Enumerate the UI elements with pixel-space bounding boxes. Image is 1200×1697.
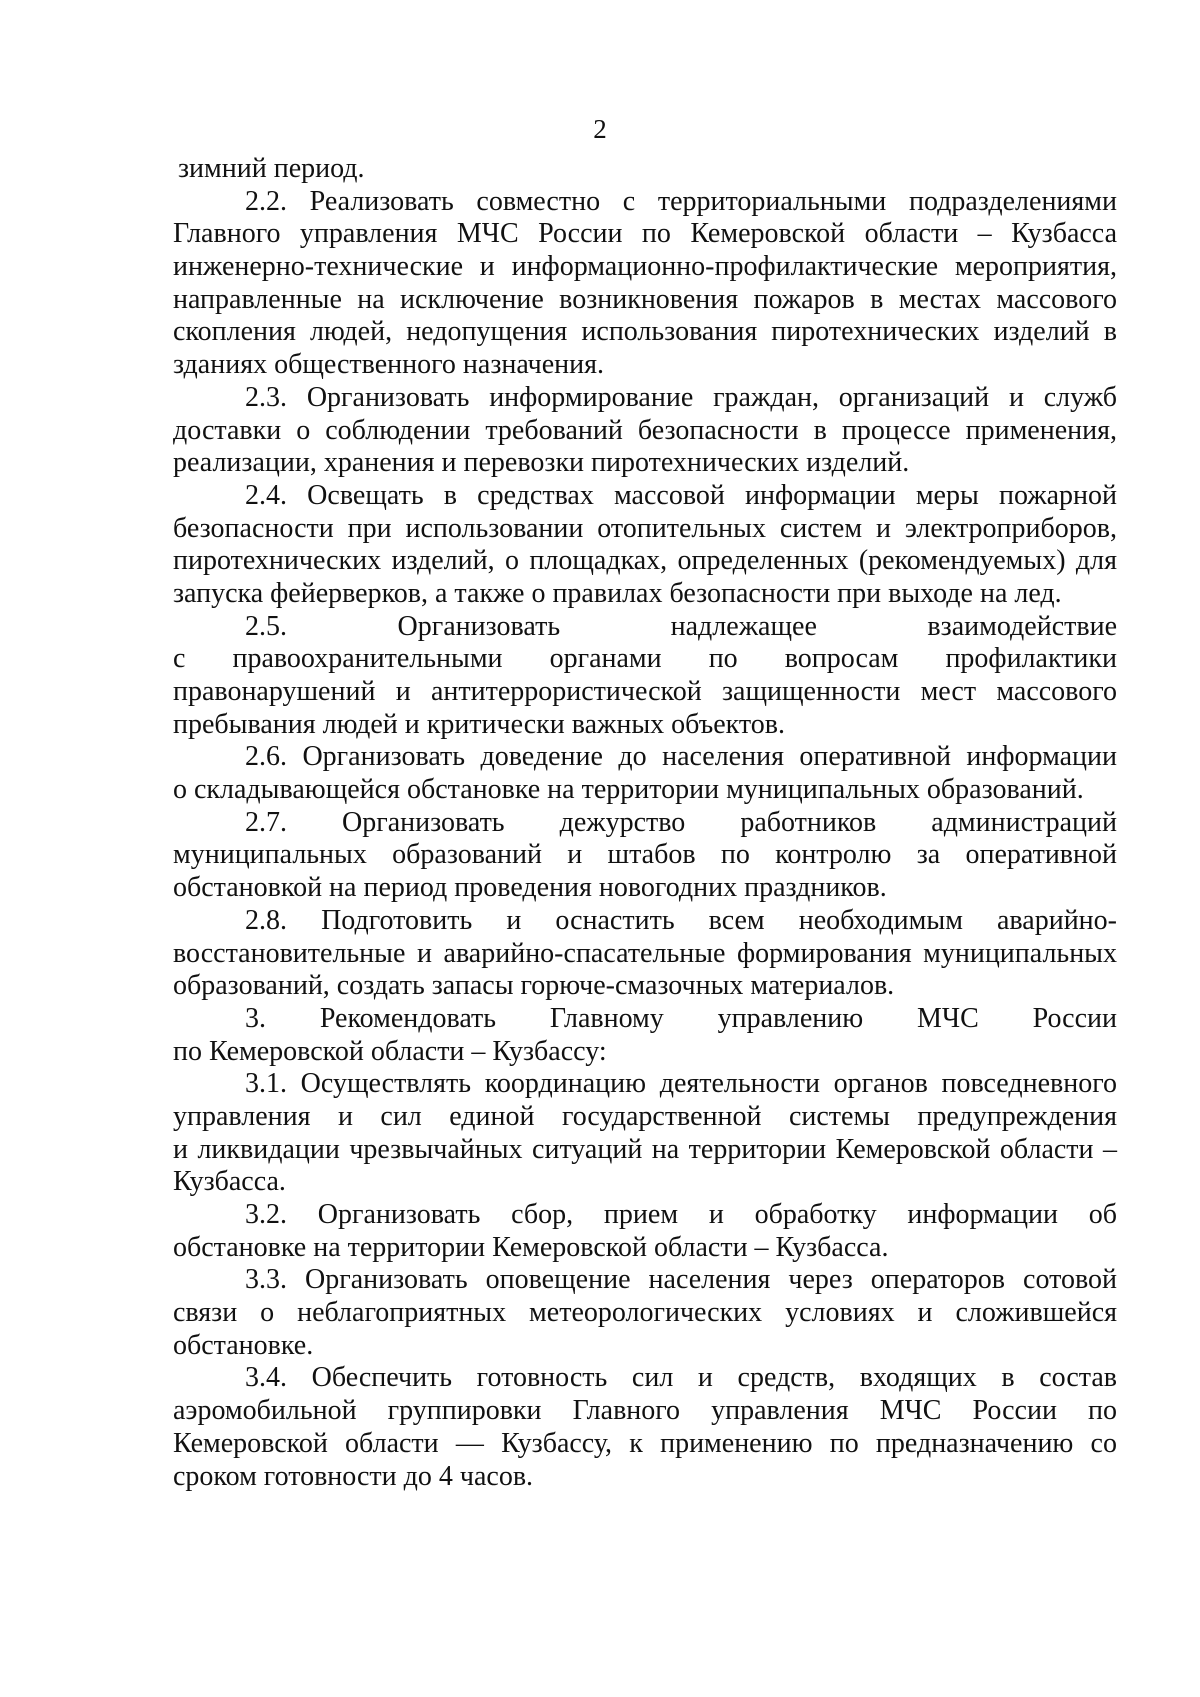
text-line: 3.3. Организовать оповещение населения через операторов сотовой — [245, 1264, 1117, 1296]
text-line: управления и сил единой государственной системы предупреждения — [173, 1100, 1117, 1132]
text-line: пребывания людей и критически важных объектов. — [173, 708, 785, 740]
text-line: обстановке на территории Кемеровской области – Кузбасса. — [173, 1231, 889, 1263]
text-line: 2.6. Организовать доведение до населения оперативной информации — [245, 741, 1117, 773]
page-number: 2 — [593, 114, 607, 144]
text-line: сроком готовности до 4 часов. — [173, 1460, 534, 1492]
text-line: 3. Рекомендовать Главному управлению МЧС России — [245, 1002, 1117, 1034]
text-line: пиротехнических изделий, о площадках, определенных (рекомендуемых) для — [173, 545, 1117, 577]
text-line: направленные на исключение возникновения пожаров в местах массового — [173, 283, 1117, 315]
text-line: с правоохранительными органами по вопросам профилактики — [173, 643, 1117, 675]
text-line: образований, создать запасы горюче-смазочных материалов. — [173, 970, 895, 1002]
text-line: 2.8. Подготовить и оснастить всем необходимым аварийно- — [245, 904, 1117, 936]
text-line: связи о неблагоприятных метеорологических условиях и сложившейся — [173, 1297, 1117, 1329]
text-line: безопасности при использовании отопительных систем и электроприборов, — [173, 512, 1117, 544]
text-line: 2.5. Организовать надлежащее взаимодействие — [245, 610, 1117, 642]
document-body — [173, 153, 1117, 1493]
text-line: 3.2. Организовать сбор, прием и обработку информации об — [245, 1199, 1117, 1230]
text-line: обстановке. — [173, 1329, 314, 1361]
text-line: 2.4. Освещать в средствах массовой информации меры пожарной — [245, 479, 1117, 511]
text-line: 3.4. Обеспечить готовность сил и средств, входящих в состав — [245, 1362, 1117, 1394]
text-line: восстановительные и аварийно-спасательные формирования муниципальных — [173, 937, 1117, 969]
text-line: обстановкой на период проведения новогодних праздников. — [173, 872, 887, 904]
text-line: запуска фейерверков, а также о правилах безопасности при выходе на лед. — [173, 577, 1062, 609]
text-line: зданиях общественного назначения. — [173, 349, 605, 381]
text-line: аэромобильной группировки Главного управления МЧС России по — [173, 1395, 1117, 1427]
text-line: 2.7. Организовать дежурство работников администраций — [245, 806, 1117, 838]
text-line: муниципальных образований и штабов по контролю за оперативной — [173, 839, 1117, 871]
text-line: по Кемеровской области – Кузбассу: — [173, 1035, 607, 1067]
text-line: доставки о соблюдении требований безопасности в процессе применения, — [173, 414, 1117, 446]
text-line: 3.1. Осуществлять координацию деятельности органов повседневного — [245, 1068, 1117, 1100]
text-line: Главного управления МЧС России по Кемеровской области – Кузбасса — [173, 218, 1117, 250]
text-line: Кемеровской области — Кузбассу, к применению по предназначению со — [173, 1427, 1117, 1459]
text-line: скопления людей, недопущения использования пиротехнических изделий в — [173, 316, 1117, 348]
text-line: и ликвидации чрезвычайных ситуаций на территории Кемеровской области – — [173, 1133, 1117, 1165]
text-line: зимний период. — [178, 153, 365, 184]
text-line: о складывающейся обстановке на территории муниципальных образований. — [173, 774, 1084, 806]
text-line: 2.3. Организовать информирование граждан, организаций и служб — [245, 381, 1117, 413]
text-line: реализации, хранения и перевозки пиротехнических изделий. — [173, 447, 910, 479]
text-line: Кузбасса. — [173, 1166, 286, 1198]
text-line: 2.2. Реализовать совместно с территориальными подразделениями — [245, 185, 1117, 217]
text-line: правонарушений и антитеррористической защищенности мест массового — [173, 676, 1117, 707]
text-line: инженерно-технические и информационно-профилактические мероприятия, — [173, 251, 1117, 283]
